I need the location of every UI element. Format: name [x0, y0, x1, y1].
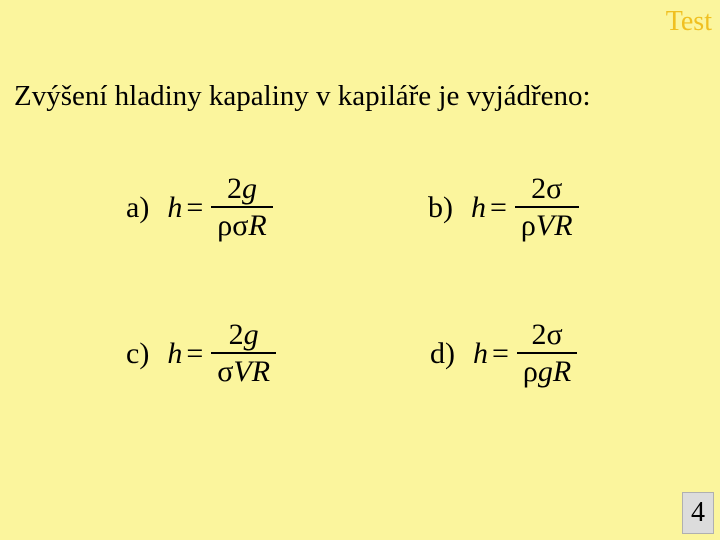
formula-fraction: [515, 172, 579, 244]
fraction-numerator: 2g: [228, 318, 259, 351]
formula-lhs: h: [167, 191, 183, 224]
equals-sign: =: [186, 337, 204, 370]
fraction-numerator: 2σ: [531, 318, 563, 351]
option-letter: d): [430, 337, 455, 370]
fraction-numerator: 2σ: [531, 172, 563, 205]
option-letter: a): [126, 191, 150, 224]
equals-sign: =: [492, 337, 509, 370]
formula-lhs: h: [167, 337, 183, 370]
fraction-denominator: ρVR: [520, 209, 573, 242]
option-b[interactable]: [428, 172, 579, 244]
formula-lhs: h: [473, 337, 488, 370]
formula-fraction: [211, 172, 272, 244]
option-d[interactable]: [430, 318, 577, 390]
fraction-denominator: ρgR: [522, 355, 572, 388]
option-a[interactable]: [126, 172, 273, 244]
page-number-badge: 4: [682, 492, 714, 534]
question-text: Zvýšení hladiny kapaliny v kapiláře je vyjádřeno:: [14, 80, 591, 112]
fraction-numerator: 2g: [226, 172, 257, 205]
equals-sign: =: [186, 191, 204, 224]
fraction-denominator: ρσR: [217, 209, 267, 242]
formula-fraction: [211, 318, 276, 390]
option-letter: b): [428, 191, 453, 224]
option-c[interactable]: [126, 318, 276, 390]
formula-fraction: [517, 318, 577, 390]
header-label: Test: [665, 6, 712, 37]
option-letter: c): [126, 337, 150, 370]
fraction-denominator: σVR: [217, 355, 271, 388]
equals-sign: =: [490, 191, 507, 224]
formula-lhs: h: [471, 191, 486, 224]
